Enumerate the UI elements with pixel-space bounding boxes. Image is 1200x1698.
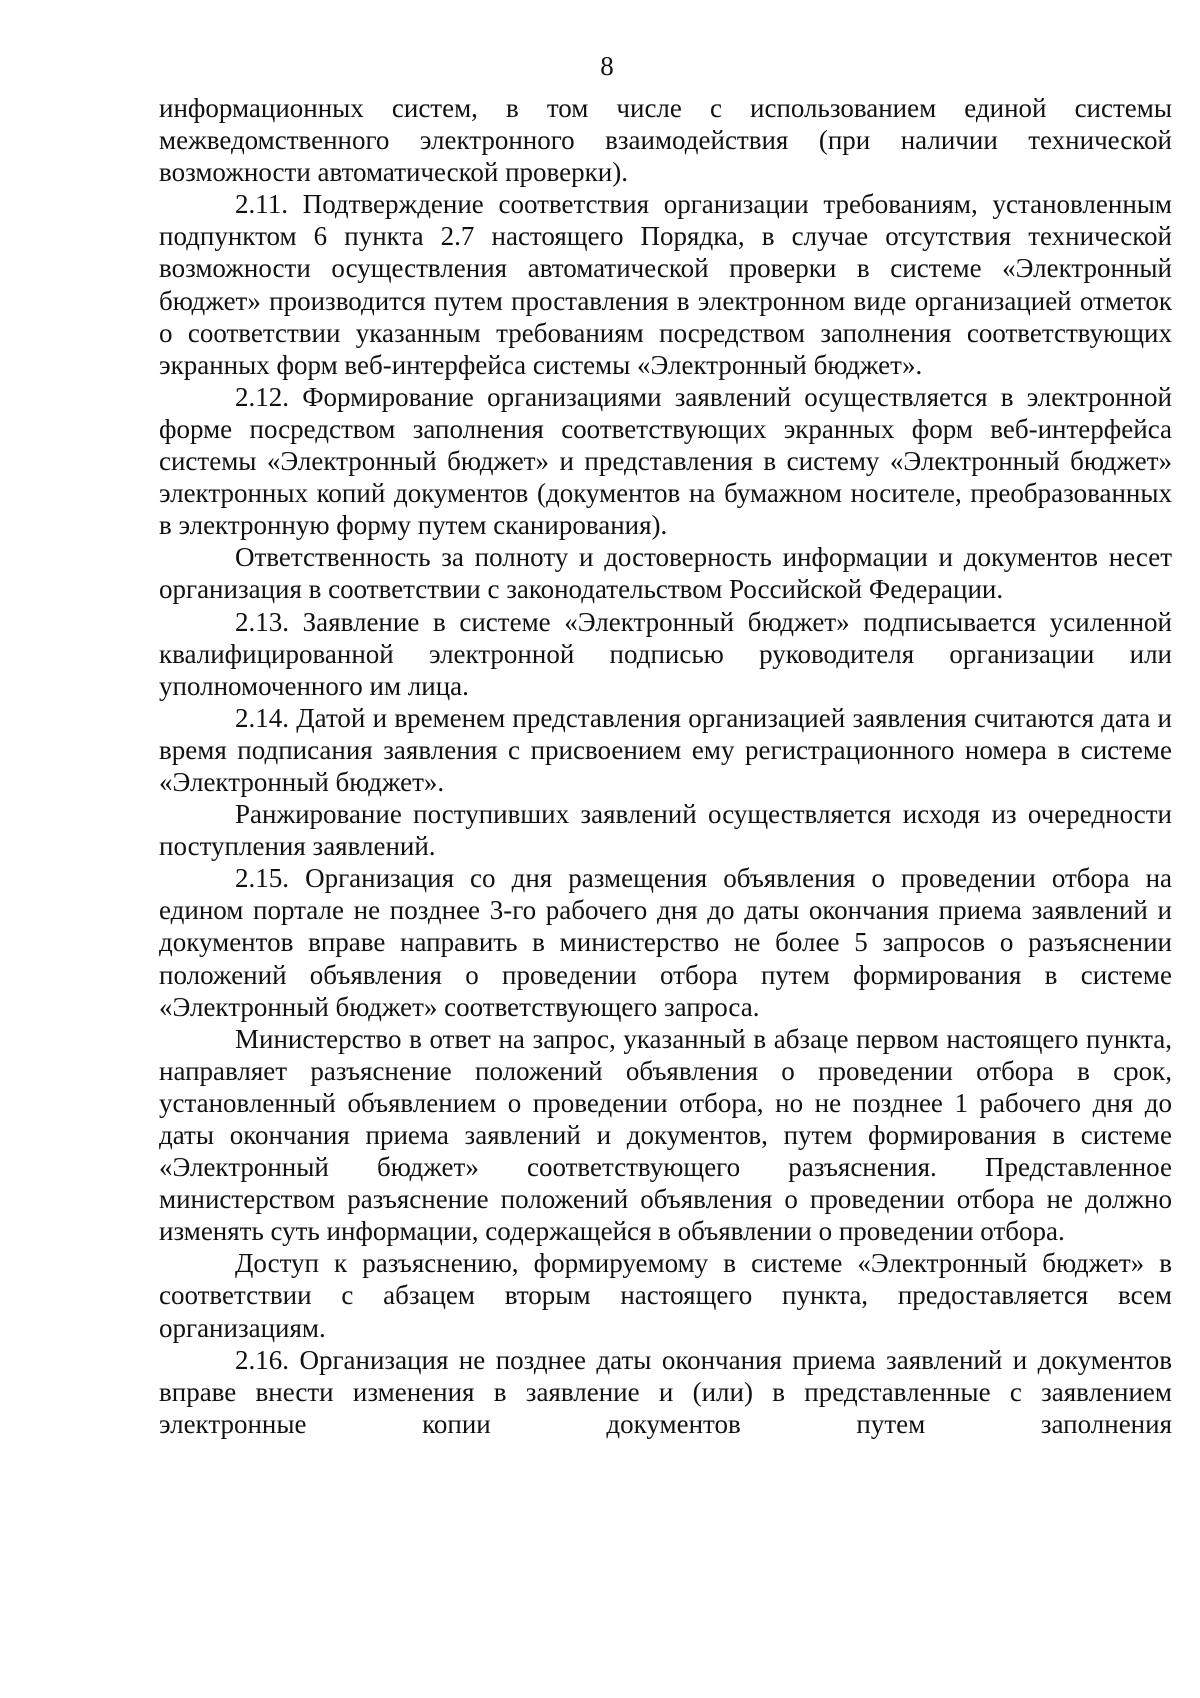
paragraph: Ответственность за полноту и достоверность информации и документов несет организация в соответствии с законодательством Российской Федерации. — [159, 542, 1172, 605]
paragraph: Доступ к разъяснению, формируемому в системе «Электронный бюджет» в соответствии с абзацем вторым настоящего пункта, предоставляется всем организациям. — [159, 1248, 1172, 1343]
paragraph: Ранжирование поступивших заявлений осуществляется исходя из очередности поступления заявлений. — [159, 799, 1172, 862]
paragraph-2-15: 2.15. Организация со дня размещения объявления о проведении отбора на едином портале не позднее 3-го рабочего дня до даты окончания приема заявлений и документов вправе направить в министерство не более 5 запросов о разъяснении положений объявления о проведении отбора путем формирования в системе «Электронный бюджет» соответствующего запроса. — [159, 863, 1172, 1022]
paragraph-2-11: 2.11. Подтверждение соответствия организации требованиям, установленным подпунктом 6 пункта 2.7 настоящего Порядка, в случае отсутствия технической возможности осуществления автоматической проверки в системе «Электронный бюджет» производится путем проставления в электронном виде организацией отметок о соответствии указанным требованиям посредством заполнения соответствующих экранных форм веб-интерфейса системы «Электронный бюджет». — [159, 189, 1172, 380]
paragraph-2-13: 2.13. Заявление в системе «Электронный бюджет» подписывается усиленной квалифицированной электронной подписью руководителя организации или уполномоченного им лица. — [159, 606, 1172, 701]
paragraph-2-14: 2.14. Датой и временем представления организацией заявления считаются дата и время подписания заявления с присвоением ему регистрационного номера в системе «Электронный бюджет». — [159, 702, 1172, 797]
paragraph: информационных систем, в том числе с использованием единой системы межведомственного электронного взаимодействия (при наличии технической возможности автоматической проверки). — [159, 93, 1172, 188]
page-number: 8 — [600, 51, 614, 81]
paragraph-2-12: 2.12. Формирование организациями заявлений осуществляется в электронной форме посредством заполнения соответствующих экранных форм веб-интерфейса системы «Электронный бюджет» и представления в систему «Электронный бюджет» электронных копий документов (документов на бумажном носителе, преобразованных в электронную форму путем сканирования). — [159, 381, 1172, 541]
paragraph: Министерство в ответ на запрос, указанный в абзаце первом настоящего пункта, направляет разъяснение положений объявления о проведении отбора в срок, установленный объявлением о проведении отбора, но не позднее 1 рабочего дня до даты окончания приема заявлений и документов, путем формирования в системе «Электронный бюджет» соответствующего разъяснения. Представленное министерством разъяснение положений объявления о проведении отбора не должно изменять суть информации, содержащейся в объявлении о проведении отбора. — [159, 1023, 1172, 1247]
document-body — [159, 92, 1172, 1440]
paragraph-2-16: 2.16. Организация не позднее даты окончания приема заявлений и документов вправе внести изменения в заявление и (или) в представленные с заявлением электронные копии документов путем заполнения — [159, 1344, 1172, 1439]
